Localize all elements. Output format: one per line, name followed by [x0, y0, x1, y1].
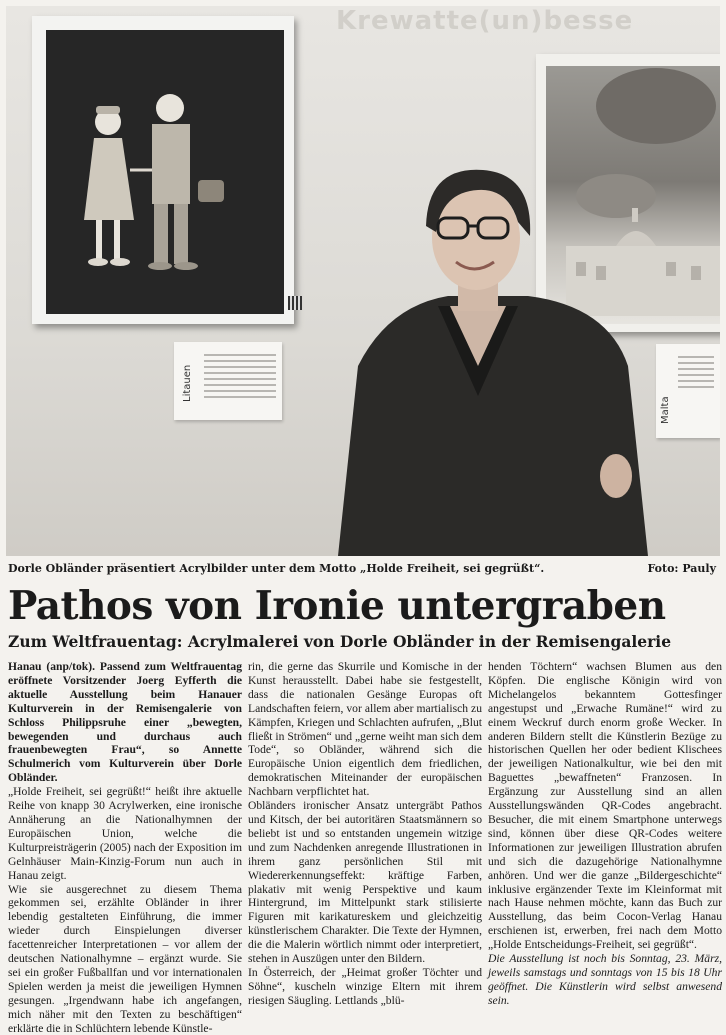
photo-credit: Foto: Pauly — [647, 562, 716, 575]
painting-left — [32, 16, 294, 324]
body-paragraph: Wie sie ausgerechnet zu diesem Thema gekommen sei, erzählte Obländer in ihrer lebendig gestalteten Einführung, die immer wieder durch Einspielungen diverser facettenreicher Interpretationen – vor allem der deutschen Nationalhymne – ergänzt wurde. Sie sei ein großer Fußballfan und vor internationalen Spielen werden ja meist die jeweiligen Hymnen gesungen. „Irgendwann habe ich angefangen, mich näher mit den Texten zu beschäftigen“ erklärte die in Schlüchtern lebende Künstle- — [8, 883, 242, 1035]
qr-code — [288, 296, 302, 310]
article-column-2 — [248, 660, 482, 1008]
article-photo — [6, 6, 720, 556]
plaque-text-lines — [204, 350, 276, 402]
article-headline: Pathos von Ironie untergraben — [8, 584, 720, 628]
wall-plaque-right — [656, 344, 720, 438]
body-paragraph: rin, die gerne das Skurrile und Komische in der Kunst herausstellt. Dabei habe sie festgestellt, dass die nationalen Gesänge Europas oft Landschaften feiern, vor allem aber martialisch zu Kämpfen, Kriegen und Schlachten aufrufen, „Blut fließt in Strömen“ und „gerne weiht man sich dem Tode“, so Obländer, während sich die Europäische Union eigentlich dem friedlichen, demokratischen Miteinander der europäischen Nachbarn verpflichtet hat. — [248, 660, 482, 799]
photo-caption-row — [8, 562, 716, 578]
article-column-3 — [488, 660, 722, 1008]
couple-illustration — [46, 30, 284, 314]
plaque-country-label: Litauen — [182, 365, 193, 402]
body-paragraph: Obländers ironischer Ansatz untergräbt Pathos und Kitsch, der bei autoritären Staatsmännern so beliebt ist und so entstanden ungemein witzige und zum Nachdenken anregende Illustrationen in ihrem ganz persönlichen Stil mit Wiedererkennungseffekt: kräftige Farben, plakativ mit wenig Perspektive und kaum Hintergrund, im Mittelpunkt stark stilisierte Figuren mit karikatureskem und gleichzeitig künstlerischem Charakter. Die Texte der Hymnen, die die Malerin wörtlich nimmt oder interpretiert, stehen in Auszügen unter den Bildern. — [248, 799, 482, 966]
painting-left-canvas — [46, 30, 284, 314]
body-paragraph: henden Töchtern“ wachsen Blumen aus den Köpfen. Die englische Königin wird von Michelangelos bekanntem Gottesfinger angestupst und „Erwache Rumäne!“ wird zu einem Weckruf durch enorm große Wecker. In anderen Bildern stellt die Künstlerin Bezüge zu historischen Quellen her oder bedient Klischees der jeweiligen Nationalkultur, wie bei den mit Baguettes „bewaffneten“ Franzosen. In Ergänzung zur Ausstellung sind an allen Ausstellungswänden QR-Codes angebracht. Besucher, die mit einem Smartphone unterwegs sind, können über diese QR-Codes weitere Informationen zur jeweiligen Illustration abrufen und sich die dazugehörige Nationalhymne anhören. Und wer die ganze „Bildergeschichte“ inklusive ergänzender Texte im Kleinformat mit nach Hause nehmen möchte, kann das Buch zur Ausstellung, das beim Cocon-Verlag Hanau erschienen ist, erwerben, frei nach dem Motto „Holde Entscheidungs-Freiheit, sei gegrüßt“. — [488, 660, 722, 952]
body-paragraph: In Österreich, der „Heimat großer Töchter und Söhne“, kuscheln winzige Eltern mit ihrem riesigen Säugling. Lettlands „blü- — [248, 966, 482, 1008]
plaque-text-lines-right — [678, 352, 714, 392]
exhibition-note: Die Ausstellung ist noch bis Sonntag, 23. März, jeweils samstags und sonntags von 15 bis 18 Uhr geöffnet. Die Künstlerin wird selbst anwesend sein. — [488, 952, 722, 1008]
artist-portrait — [318, 156, 658, 556]
body-paragraph: „Holde Freiheit, sei gegrüßt!“ heißt ihre aktuelle Reihe von knapp 30 Acrylwerken, eine ironische Annäherung an die Nationalhymnen der Europäischen Union, welche die Kulturpreisträgerin (2005) nach der Exposition im Gelnhäuser Main-Kinzig-Forum nun auch in Hanau zeigt. — [8, 785, 242, 882]
lead-paragraph: Hanau (anp/tok). Passend zum Weltfrauentag eröffnete Vorsitzender Joerg Eyfferth die aktuelle Ausstellung beim Hanauer Kulturverein in der Remisengalerie von Schloss Philippsruhe einer „bewegten, bewegenden und durchaus auch frauenbewegten Frau“, so Annette Schulmerich vom Kulturverein über Dorle Obländer. — [8, 660, 242, 785]
plaque-country-label-right: Malta — [660, 396, 671, 424]
wall-plaque-left — [174, 342, 282, 420]
photo-caption: Dorle Obländer präsentiert Acrylbilder unter dem Motto „Holde Freiheit, sei gegrüßt“. — [8, 562, 544, 575]
article-subheadline: Zum Weltfrauentag: Acrylmalerei von Dorle Obländer in der Remisengalerie — [8, 632, 720, 652]
wall-lettering: Krewatte(un)besse — [336, 6, 676, 46]
article-column-1 — [8, 660, 242, 1035]
